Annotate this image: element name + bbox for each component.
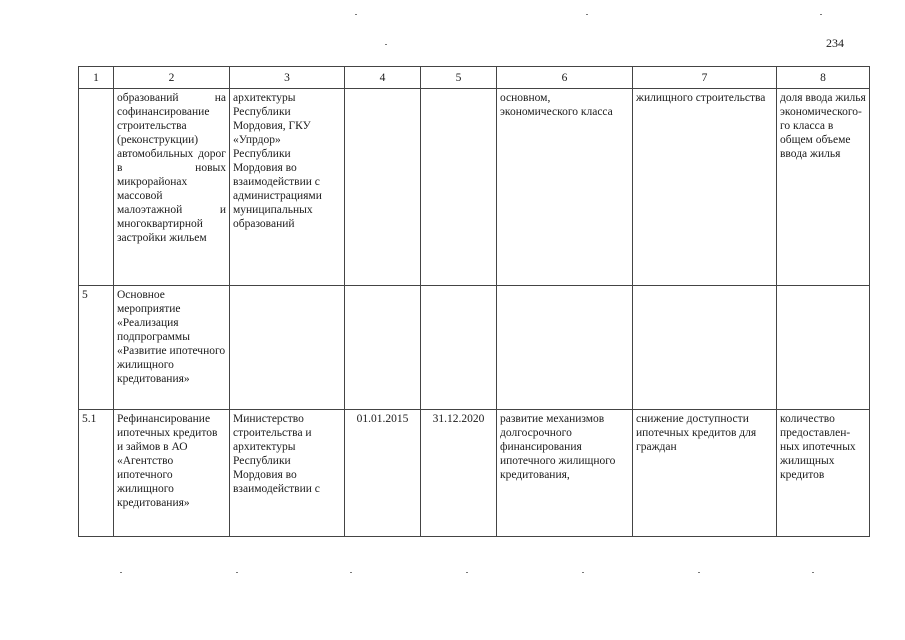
cell-indicator xyxy=(777,285,870,410)
table-row xyxy=(79,410,870,537)
cell-end-date xyxy=(421,89,497,286)
cell-executor: Министерство строительства и архитектуры Республики Мордовия во взаимодействии с xyxy=(230,410,345,537)
cell-start-date xyxy=(345,89,421,286)
cell-number xyxy=(79,89,114,286)
cell-indicator: количество предоставлен-ных ипотечных жилищных кредитов xyxy=(777,410,870,537)
cell-consequences: снижение доступности ипотечных кредитов для граждан xyxy=(633,410,777,537)
cell-executor: архитектуры Республики Мордовия, ГКУ «Упрдор» Республики Мордовия во взаимодействии с администрациями муниципальных образований xyxy=(230,89,345,286)
cell-consequences xyxy=(633,285,777,410)
page-number: 234 xyxy=(826,36,844,50)
header-cell-3: 3 xyxy=(230,67,345,89)
cell-expected-result: основном, экономического класса xyxy=(497,89,633,286)
header-row xyxy=(79,67,870,89)
cell-indicator: доля ввода жилья экономического-го класса в общем объеме ввода жилья xyxy=(777,89,870,286)
cell-consequences: жилищного строительства xyxy=(633,89,777,286)
cell-measure: Основное мероприятие «Реализация подпрограммы «Развитие ипотечного жилищного кредитования» xyxy=(114,285,230,410)
cell-measure: образований на софинансирование строительства (реконструкции) автомобильных дорог в новых микрорайонах массовой малоэтажной и многоквартирной застройки жильем xyxy=(114,89,230,286)
cell-start-date xyxy=(345,285,421,410)
cell-start-date: 01.01.2015 xyxy=(345,410,421,537)
cell-expected-result xyxy=(497,285,633,410)
cell-end-date: 31.12.2020 xyxy=(421,410,497,537)
cell-expected-result: развитие механизмов долгосрочного финансирования ипотечного жилищного кредитования, xyxy=(497,410,633,537)
document-table xyxy=(78,66,870,537)
header-cell-1: 1 xyxy=(79,67,114,89)
cell-end-date xyxy=(421,285,497,410)
cell-measure: Рефинансирование ипотечных кредитов и займов в АО «Агентство ипотечного жилищного кредитования» xyxy=(114,410,230,537)
cell-number: 5.1 xyxy=(79,410,114,537)
cell-executor xyxy=(230,285,345,410)
header-cell-6: 6 xyxy=(497,67,633,89)
header-cell-8: 8 xyxy=(777,67,870,89)
header-cell-7: 7 xyxy=(633,67,777,89)
table-row xyxy=(79,89,870,286)
table-row xyxy=(79,285,870,410)
header-cell-2: 2 xyxy=(114,67,230,89)
header-cell-4: 4 xyxy=(345,67,421,89)
cell-number: 5 xyxy=(79,285,114,410)
header-cell-5: 5 xyxy=(421,67,497,89)
